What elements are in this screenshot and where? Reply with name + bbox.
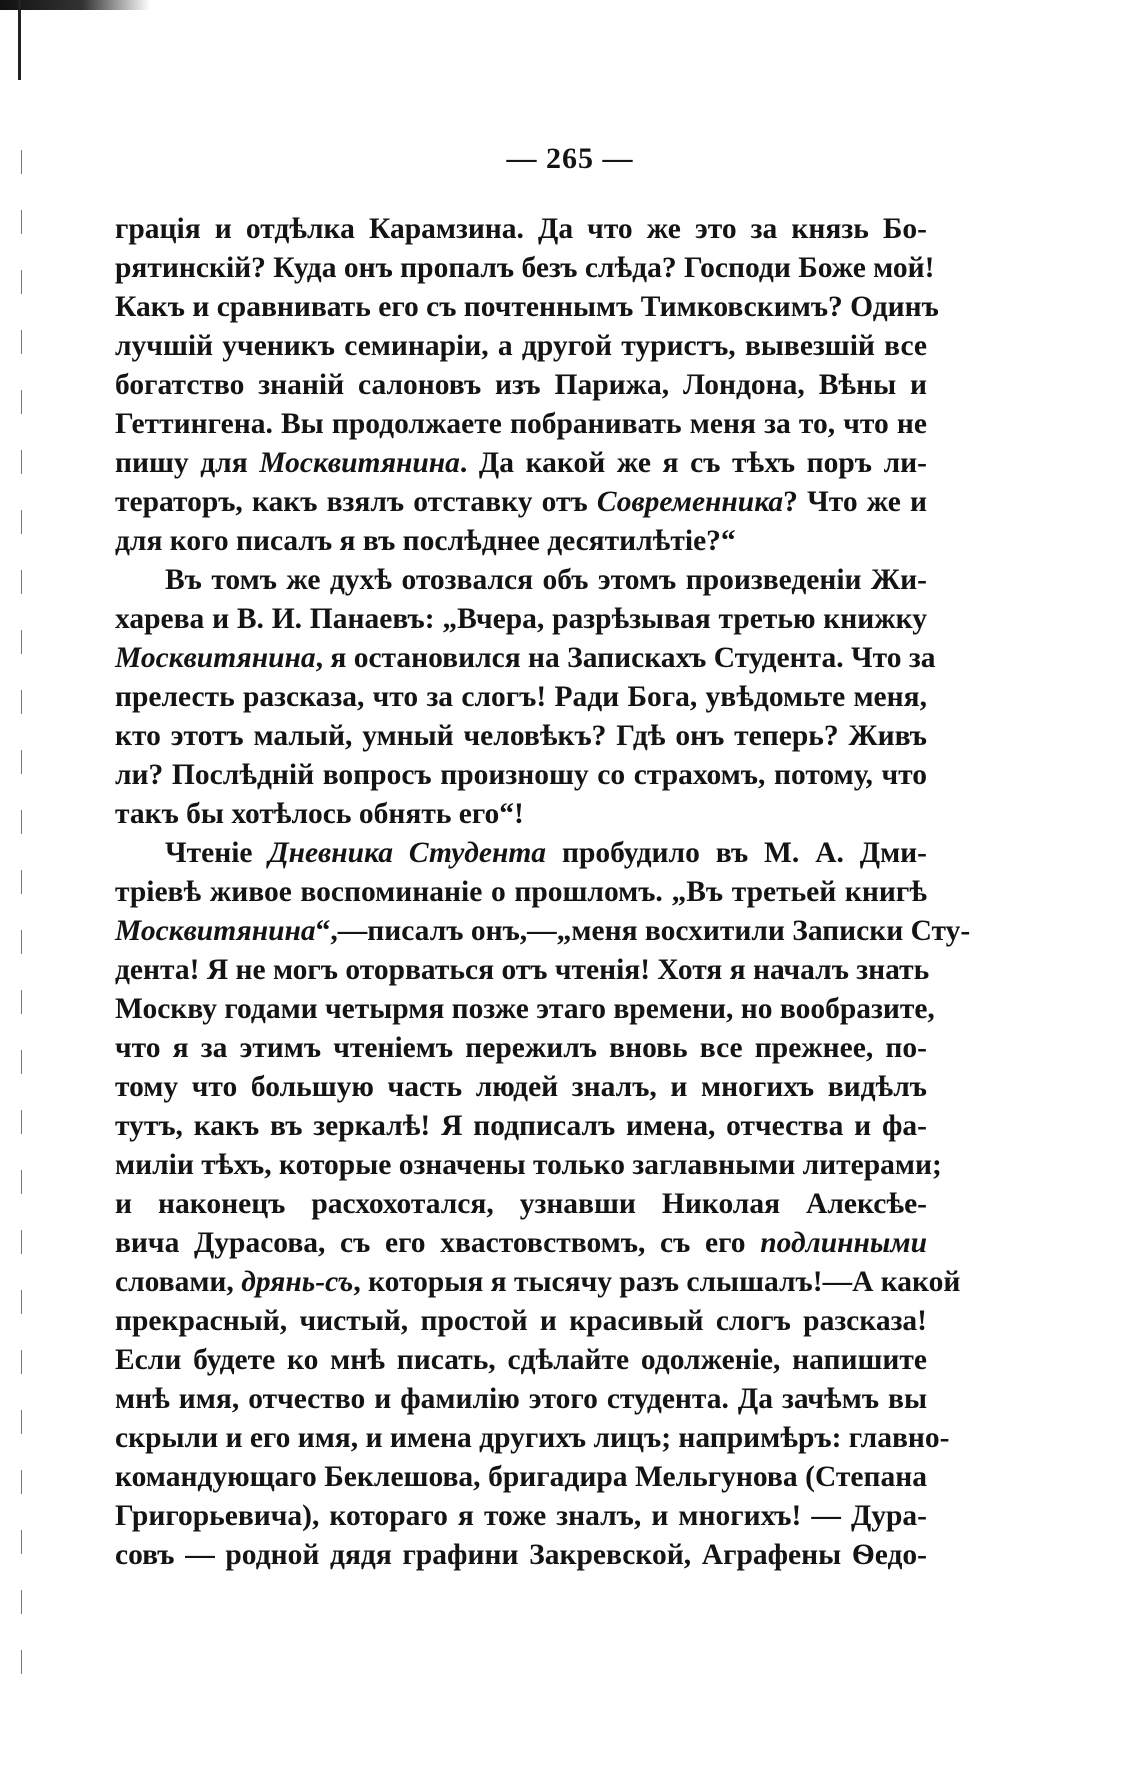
text-line: Если будете ко мнѣ писать, сдѣлайте одолженіе, напишите [115,1344,927,1376]
text-line: грація и отдѣлка Карамзина. Да что же это за князь Бо- [115,213,927,245]
text-line: ли? Послѣдній вопросъ произношу со страхомъ, потому, что [115,759,927,791]
emphasis-italic: дрянь-съ [241,1266,354,1298]
text-line: такъ бы хотѣлось обнять его“! [115,798,524,830]
text-line: для кого писалъ я въ послѣднее десятилѣтіе?“ [115,525,736,557]
book-title-italic: Дневника Студента [268,837,547,869]
text-line-paragraph-start: Въ томъ же духѣ отозвался объ этомъ произведеніи Жи- [165,564,927,596]
journal-title-italic: Москвитянина [115,915,316,947]
text-line: Москву годами четырмя позже этаго времени, но вообразите, [115,993,935,1025]
text-line: вича Дурасова, съ его хвастовствомъ, съ его подлинными [115,1227,927,1259]
text-line: пишу для Москвитянина. Да какой же я съ тѣхъ поръ ли- [115,447,927,479]
text-line: харева и В. И. Панаевъ: „Вчера, разрѣзывая третью книжку [115,603,927,635]
binding-margin-mark [21,150,22,1710]
text-line: Какъ и сравнивать его съ почтеннымъ Тимковскимъ? Одинъ [115,291,939,323]
text-line: Григорьевича), котораго я тоже зналъ, и многихъ! — Дура- [115,1500,927,1532]
page-number: — 265 — [506,142,634,175]
text-line: Геттингена. Вы продолжаете побранивать меня за то, что не [115,408,927,440]
text-line: тутъ, какъ въ зеркалѣ! Я подписалъ имена, отчества и фа- [115,1110,927,1142]
text-line: кто этотъ малый, умный человѣкъ? Гдѣ онъ теперь? Живъ [115,720,927,752]
text-line: словами, дрянь-съ, которыя я тысячу разъ слышалъ!—А какой [115,1266,961,1298]
journal-title-italic: Москвитянина [115,642,316,674]
body-text [115,210,971,1575]
text-line: дента! Я не могъ оторваться отъ чтенія! Хотя я началъ знать [115,954,930,986]
text-line: рятинскій? Куда онъ пропалъ безъ слѣда? Господи Боже мой! [115,252,935,284]
emphasis-italic: подлинными [760,1227,927,1259]
text-line: что я за этимъ чтеніемъ пережилъ вновь все прежнее, по- [115,1032,927,1064]
journal-title-italic: Москвитянина [259,447,460,479]
text-line: командующаго Беклешова, бригадира Мельгунова (Степана [115,1461,927,1493]
text-line: совъ — родной дядя графини Закревской, Аграфены Ѳедо- [115,1539,927,1571]
journal-title-italic: Современника [596,486,784,518]
text-line: лучшій ученикъ семинаріи, а другой туристъ, вывезшій все [115,330,927,362]
text-line: мнѣ имя, отчество и фамилію этого студента. Да зачѣмъ вы [115,1383,927,1415]
text-line: прекрасный, чистый, простой и красивый слогъ разсказа! [115,1305,927,1337]
text-line: Москвитянина“,—писалъ онъ,—„меня восхитили Записки Сту- [115,915,971,947]
text-line: миліи тѣхъ, которые означены только заглавными литерами; [115,1149,942,1181]
text-line: богатство знаній салоновъ изъ Парижа, Лондона, Вѣны и [115,369,927,401]
text-line: тераторъ, какъ взялъ отставку отъ Современника? Что же и [115,486,927,518]
text-line: тріевѣ живое воспоминаніе о прошломъ. „Въ третьей книгѣ [115,876,927,908]
scan-edge-left [18,0,21,80]
text-line-paragraph-start: Чтеніе Дневника Студента пробудило въ М. А. Дми- [165,837,927,869]
text-line: прелесть разсказа, что за слогъ! Ради Бога, увѣдомьте меня, [115,681,927,713]
text-line: тому что большую часть людей зналъ, и многихъ видѣлъ [115,1071,927,1103]
text-line: и наконецъ расхохотался, узнавши Николая Алексѣе- [115,1188,927,1220]
text-line: Москвитянина, я остановился на Запискахъ Студента. Что за [115,642,936,674]
text-line: скрыли и его имя, и имена другихъ лицъ; напримѣръ: главно- [115,1422,950,1454]
scan-edge-top [0,0,150,10]
